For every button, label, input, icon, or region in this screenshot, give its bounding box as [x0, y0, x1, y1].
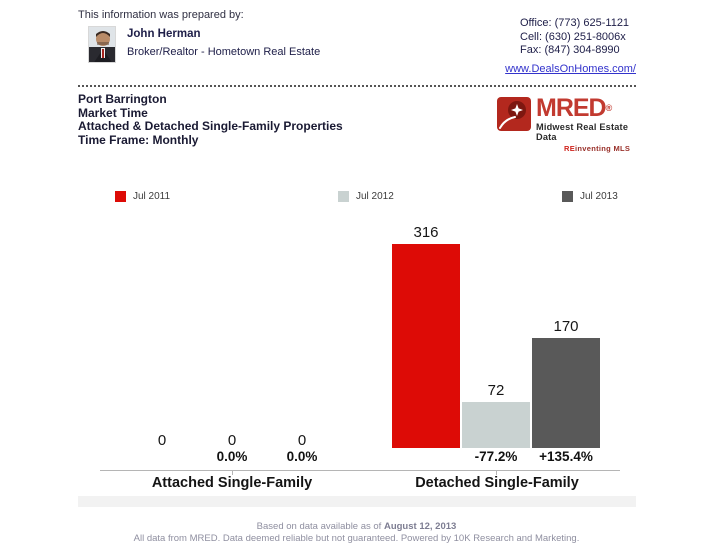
- report-title-block: [78, 93, 343, 148]
- office-phone: Office: (773) 625-1121: [520, 17, 630, 29]
- legend-item-jul-2011: [115, 188, 171, 203]
- legend-label: Jul 2012: [356, 191, 394, 203]
- legend-label: Jul 2011: [133, 191, 171, 203]
- report-time-frame: Time Frame: Monthly: [78, 133, 199, 148]
- report-metric: Market Time: [78, 105, 148, 120]
- bar-jul-2013-detached-single-family: [532, 338, 600, 448]
- prepared-by-label: This information was prepared by:: [78, 9, 244, 21]
- fax-number: Fax: (847) 304-8990: [520, 44, 620, 56]
- x-axis-line: [100, 470, 620, 471]
- value-label-jul-2013-attached-single-family: 0: [297, 432, 307, 449]
- footer-divider-band: [78, 496, 636, 507]
- value-label-jul-2012-attached-single-family: 0: [227, 432, 237, 449]
- legend-item-jul-2012: [338, 188, 394, 203]
- value-label-jul-2013-detached-single-family: 170: [553, 318, 579, 335]
- bar-jul-2012-detached-single-family: [462, 402, 530, 448]
- category-label-attached: Attached Single-Family: [151, 475, 313, 491]
- legend-item-jul-2013: [562, 188, 618, 203]
- agent-name: John Herman: [127, 28, 201, 40]
- pct-change-label-jul-2013-attached-single-family: 0.0%: [286, 449, 318, 464]
- agent-photo: [88, 26, 116, 63]
- footer-data-date: Based on data available as of August 12, 2013: [256, 521, 457, 532]
- website-link-wrap: [470, 63, 636, 75]
- footer-date: August 12, 2013: [383, 521, 457, 532]
- legend-swatch-jul-2012: [338, 191, 349, 202]
- report-property-types: Attached & Detached Single-Family Properties: [78, 119, 343, 134]
- report-location: Port Barrington: [78, 92, 167, 106]
- pct-change-label-jul-2012-attached-single-family: 0.0%: [216, 449, 248, 464]
- registered-mark: ®: [605, 103, 613, 113]
- category-label-detached: Detached Single-Family: [415, 475, 579, 491]
- bar-jul-2011-detached-single-family: [392, 244, 460, 448]
- axis-tick-attached: [232, 471, 233, 475]
- header-divider: [78, 85, 636, 87]
- chart-legend: [0, 188, 713, 202]
- contact-block: [520, 17, 629, 58]
- website-link[interactable]: www.DealsOnHomes.com/: [505, 63, 636, 75]
- legend-swatch-jul-2013: [562, 191, 573, 202]
- cell-phone: Cell: (630) 251-8006x: [520, 30, 626, 43]
- value-label-jul-2012-detached-single-family: 72: [487, 382, 505, 399]
- agent-title: Broker/Realtor - Hometown Real Estate: [127, 46, 321, 58]
- value-label-jul-2011-detached-single-family: 316: [413, 224, 439, 241]
- mred-logo-icon: [497, 97, 531, 131]
- mred-logo-wordmark: MRED: [536, 94, 606, 122]
- pct-change-label-jul-2012-detached-single-family: -77.2%: [474, 449, 518, 464]
- legend-swatch-jul-2011: [115, 191, 126, 202]
- footer-disclaimer: All data from MRED. Data deemed reliable but not guaranteed. Powered by 10K Research and Marketing.: [133, 533, 580, 544]
- value-label-jul-2011-attached-single-family: 0: [157, 432, 167, 449]
- mred-logo: [497, 94, 647, 153]
- mred-tagline: Midwest Real Estate Data: [536, 122, 629, 142]
- axis-tick-detached: [496, 471, 497, 475]
- pct-change-label-jul-2013-detached-single-family: +135.4%: [539, 449, 593, 464]
- mred-subtagline: REinventing MLS: [564, 144, 631, 153]
- legend-label: Jul 2013: [580, 191, 618, 203]
- agent-photo-graphic: [89, 27, 116, 63]
